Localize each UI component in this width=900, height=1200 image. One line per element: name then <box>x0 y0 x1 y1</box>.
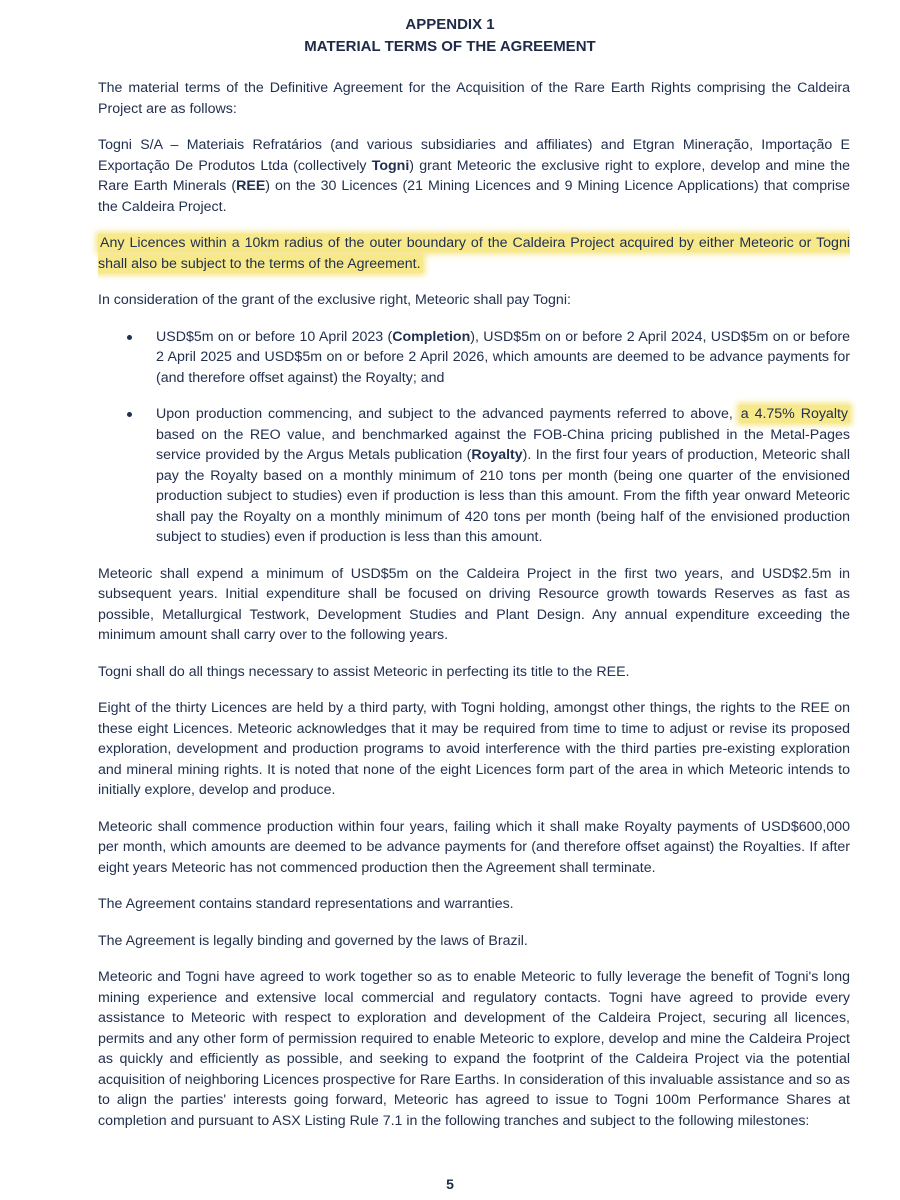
bullet-icon <box>127 412 132 417</box>
list-item <box>156 327 850 389</box>
highlighted-royalty-rate: a 4.75% Royalty <box>740 406 849 422</box>
consideration-paragraph: In consideration of the grant of the exclusive right, Meteoric shall pay Togni: <box>98 292 571 308</box>
bullet-icon <box>127 335 132 340</box>
title-block <box>0 14 900 58</box>
intro-paragraph: The material terms of the Definitive Agreement for the Acquisition of the Rare Earth Rights comprising the Caldeira Project are as follows: <box>98 80 850 117</box>
highlighted-radius-clause: Any Licences within a 10km radius of the outer boundary of the Caldeira Project acquired by either Meteoric or Togni shall also be subject to the terms of the Agreement. <box>98 235 850 272</box>
bullet2-text-d: ). In the first four years of production, Meteoric shall pay the Royalty based on a monthly minimum of 210 tons per month (being one quarter of the envisioned production subject to studies) even if production is less than this amount. From the fifth year onward Meteoric shall pay the Royalty on a monthly minimum of 420 tons per month (being half of the envisioned production subject to studies) even if production is less than this amount. <box>156 447 850 545</box>
togni-defined-term: Togni <box>371 157 410 174</box>
title-assistance-paragraph: Togni shall do all things necessary to assist Meteoric in perfecting its title to the REE. <box>98 663 630 680</box>
document-body <box>98 78 850 1147</box>
governing-law-paragraph: The Agreement is legally binding and governed by the laws of Brazil. <box>98 932 528 949</box>
parties-text-a: Togni S/A – Materiais Refratários (and various subsidiaries and affiliates) and Etgran Mineração, Importação E Exportação De Produtos Ltda (collectively <box>98 137 850 174</box>
bullet2-text-b: based on the REO value, and benchmarked against the FOB-China pricing published in the Metal-Pages service provided by the Argus Metals publication ( <box>156 426 850 463</box>
bullet2-text-a: Upon production commencing, and subject to the advanced payments referred to above, <box>156 406 739 422</box>
completion-defined-term: Completion <box>392 328 471 345</box>
radius-paragraph <box>98 233 850 274</box>
list-item <box>156 404 850 548</box>
page-number: 5 <box>446 1176 454 1192</box>
cooperation-paragraph: Meteoric and Togni have agreed to work together so as to enable Meteoric to fully leverage the benefit of Togni's long mining experience and extensive local commercial and regulatory contacts. Togni have agreed to provide every assistance to Meteoric with respect to exploration and development of the Caldeira Project, securing all licences, permits and any other form of permission required to enable Meteoric to explore, develop and mine the Caldeira Project as quickly and efficiently as possible, and seeking to expand the footprint of the Caldeira Project via the potential acquisition of neighboring Licences prospective for Rare Earths. In consideration of this invaluable assistance and so as to align the parties' interests going forward, Meteoric has agreed to issue to Togni 100m Performance Shares at completion and pursuant to ASX Listing Rule 7.1 in the following tranches and subject to the following milestones: <box>98 969 850 1129</box>
parties-text-c: ) grant Meteoric the exclusive right to explore, develop and mine the Rare Earth Minerals ( <box>98 157 850 194</box>
bullet1-text-a: USD$5m on or before 10 April 2023 ( <box>156 328 393 345</box>
bullet1-text-c: ), USD$5m on or before 2 April 2024, USD$5m on or before 2 April 2025 and USD$5m on or before 2 April 2026, which amounts are deemed to be advance payments for (and therefore offset against) the Royalty; and <box>156 328 850 386</box>
appendix-heading: APPENDIX 1 <box>405 16 495 33</box>
warranties-paragraph: The Agreement contains standard representations and warranties. <box>98 896 514 912</box>
payment-list <box>98 327 850 548</box>
production-deadline-paragraph: Meteoric shall commence production within four years, failing which it shall make Royalty payments of USD$600,000 per month, which amounts are deemed to be advance payments for (and therefore offset against) the Royalties. If after eight years Meteoric has not commenced production then the Agreement shall terminate. <box>98 818 850 876</box>
parties-text-e: ) on the 30 Licences (21 Mining Licences and 9 Mining Licence Applications) that comprise the Caldeira Project. <box>98 178 850 215</box>
ree-defined-term: REE <box>236 178 266 194</box>
page-title: MATERIAL TERMS OF THE AGREEMENT <box>304 38 596 55</box>
parties-paragraph <box>98 135 850 217</box>
expenditure-paragraph: Meteoric shall expend a minimum of USD$5m on the Caldeira Project in the first two years, and USD$2.5m in subsequent years. Initial expenditure shall be focused on driving Resource growth towards Reserves as fast as possible, Metallurgical Testwork, Development Studies and Plant Design. Any annual expenditure exceeding the minimum amount shall carry over to the following years. <box>98 565 850 643</box>
third-party-licences-paragraph: Eight of the thirty Licences are held by a third party, with Togni holding, amongst other things, the rights to the REE on these eight Licences. Meteoric acknowledges that it may be required from time to time to adjust or revise its proposed exploration, development and production programs to avoid interference with the third parties pre-existing exploration and mineral mining rights. It is noted that none of the eight Licences form part of the area in which Meteoric intends to initially explore, develop and produce. <box>98 700 850 798</box>
royalty-defined-term: Royalty <box>471 447 523 463</box>
